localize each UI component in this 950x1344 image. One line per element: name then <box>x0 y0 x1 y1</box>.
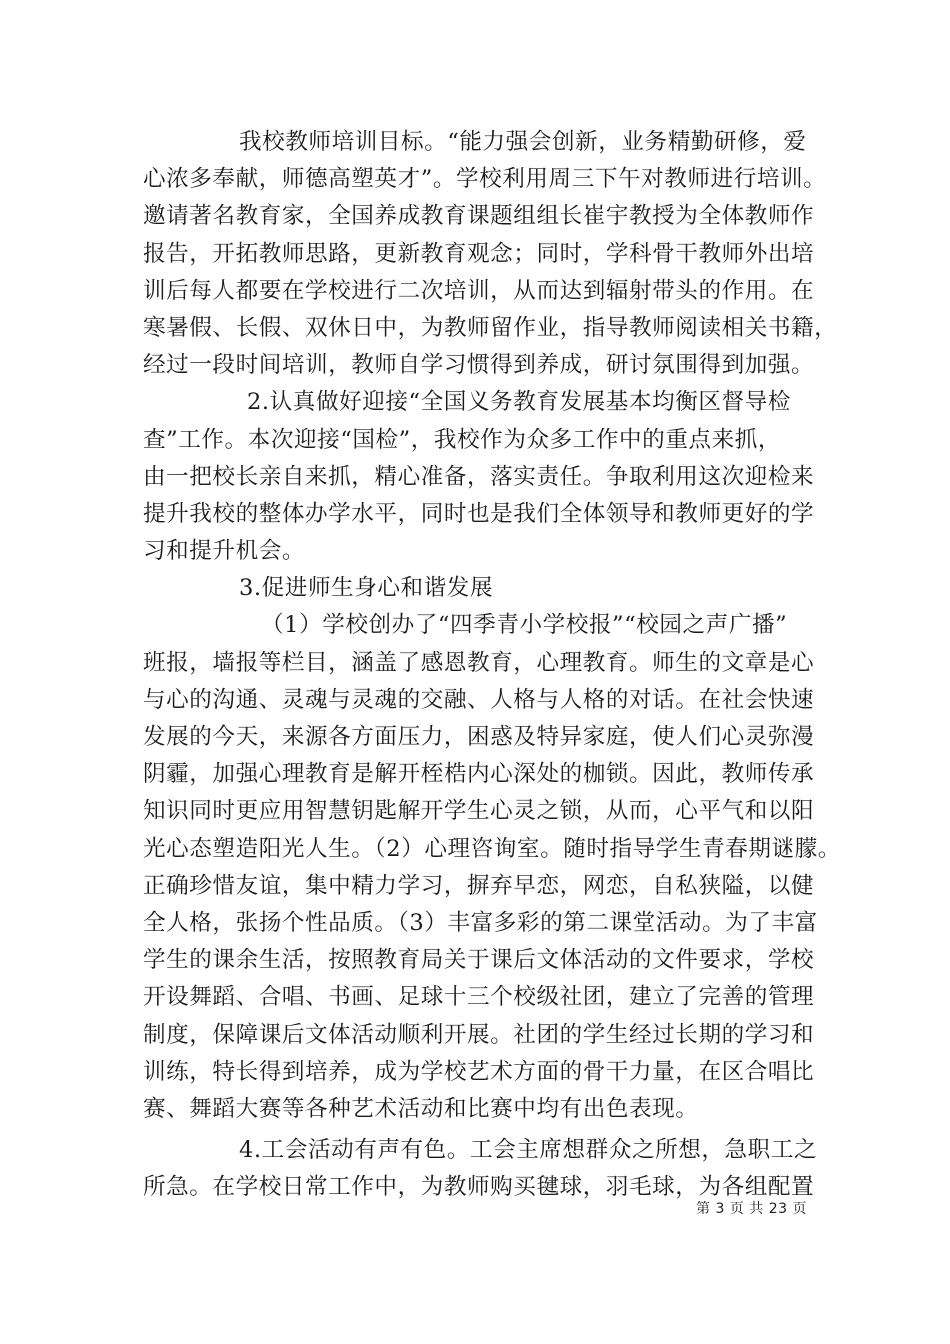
paragraph-line: 开设舞蹈、合唱、书画、足球十三个校级社团，建立了完善的管理 <box>143 984 815 1011</box>
paragraph-line: 正确珍惜友谊，集中精力学习，摒弃早恋，网恋，自私狭隘，以健 <box>143 872 815 899</box>
section-4-heading-line: 4.工会活动有声有色。工会主席想群众之所想，急职工之 <box>239 1137 818 1164</box>
page-number-footer: 第 3 页 共 23 页 <box>696 1201 807 1217</box>
paragraph-line: 我校教师培训目标。“能力强会创新，业务精勤研修，爱 <box>239 129 807 155</box>
paragraph-line: 提升我校的整体办学水平，同时也是我们全体领导和教师更好的学 <box>143 500 815 527</box>
paragraph-line: 习和提升机会。 <box>143 538 306 565</box>
document-page <box>143 124 841 1206</box>
paragraph-line: 报告，开拓教师思路，更新教育观念；同时，学科骨干教师外出培 <box>143 240 815 267</box>
paragraph-line: 邀请著名教育家，全国养成教育课题组组长崔宇教授为全体教师作 <box>143 203 815 230</box>
paragraph-line: 赛、舞蹈大赛等各种艺术活动和比赛中均有出色表现。 <box>143 1095 699 1122</box>
paragraph-line: 查”工作。本次迎接“国检”，我校作为众多工作中的重点来抓， <box>143 426 782 453</box>
paragraph-line: 知识同时更应用智慧钥匙解开学生心灵之锁，从而，心平气和以阳 <box>143 798 815 825</box>
paragraph-line: 发展的今天，来源各方面压力，困惑及特异家庭，使人们心灵弥漫 <box>143 724 815 750</box>
paragraph-line: 光心态塑造阳光人生。（2）心理咨询室。随时指导学生青春期谜朦。 <box>143 835 841 862</box>
paragraph-line: 寒暑假、长假、双休日中，为教师留作业，指导教师阅读相关书籍， <box>143 314 838 341</box>
paragraph-line: 班报，墙报等栏目，涵盖了感恩教育，心理教育。师生的文章是心 <box>143 649 815 676</box>
paragraph-line: 阴霾，加强心理教育是解开桎梏内心深处的枷锁。因此，教师传承 <box>143 761 815 788</box>
paragraph-line: 训练，特长得到培养，成为学校艺术方面的骨干力量，在区合唱比 <box>143 1058 815 1085</box>
paragraph-line: 与心的沟通、灵魂与灵魂的交融、人格与人格的对话。在社会快速 <box>143 686 815 713</box>
paragraph-line: 训后每人都要在学校进行二次培训，从而达到辐射带头的作用。在 <box>143 277 815 304</box>
paragraph-line: 制度，保障课后文体活动顺利开展。社团的学生经过长期的学习和 <box>143 1021 815 1048</box>
paragraph-line: 所急。在学校日常工作中，为教师购买毽球，羽毛球，为各组配置 <box>143 1174 815 1201</box>
paragraph-line: （1）学校创办了“四季青小学校报”“校园之声广播” <box>261 612 788 639</box>
paragraph-line: 学生的课余生活，按照教育局关于课后文体活动的文件要求，学校 <box>143 947 815 974</box>
paragraph-line: 经过一段时间培训，教师自学习惯得到养成，研讨氛围得到加强。 <box>143 352 815 379</box>
paragraph-line: 心浓多奉献，师德高塑英才”。学校利用周三下午对教师进行培训。 <box>143 166 827 193</box>
section-3-heading: 3.促进师生身心和谐发展 <box>239 575 494 602</box>
section-2-heading-line: 2.认真做好迎接“全国义务教育发展基本均衡区督导检 <box>247 389 791 416</box>
paragraph-line: 由一把校长亲自来抓，精心准备，落实责任。争取利用这次迎检来 <box>143 463 815 490</box>
paragraph-line: 全人格，张扬个性品质。（3）丰富多彩的第二课堂活动。为了丰富 <box>143 909 818 936</box>
